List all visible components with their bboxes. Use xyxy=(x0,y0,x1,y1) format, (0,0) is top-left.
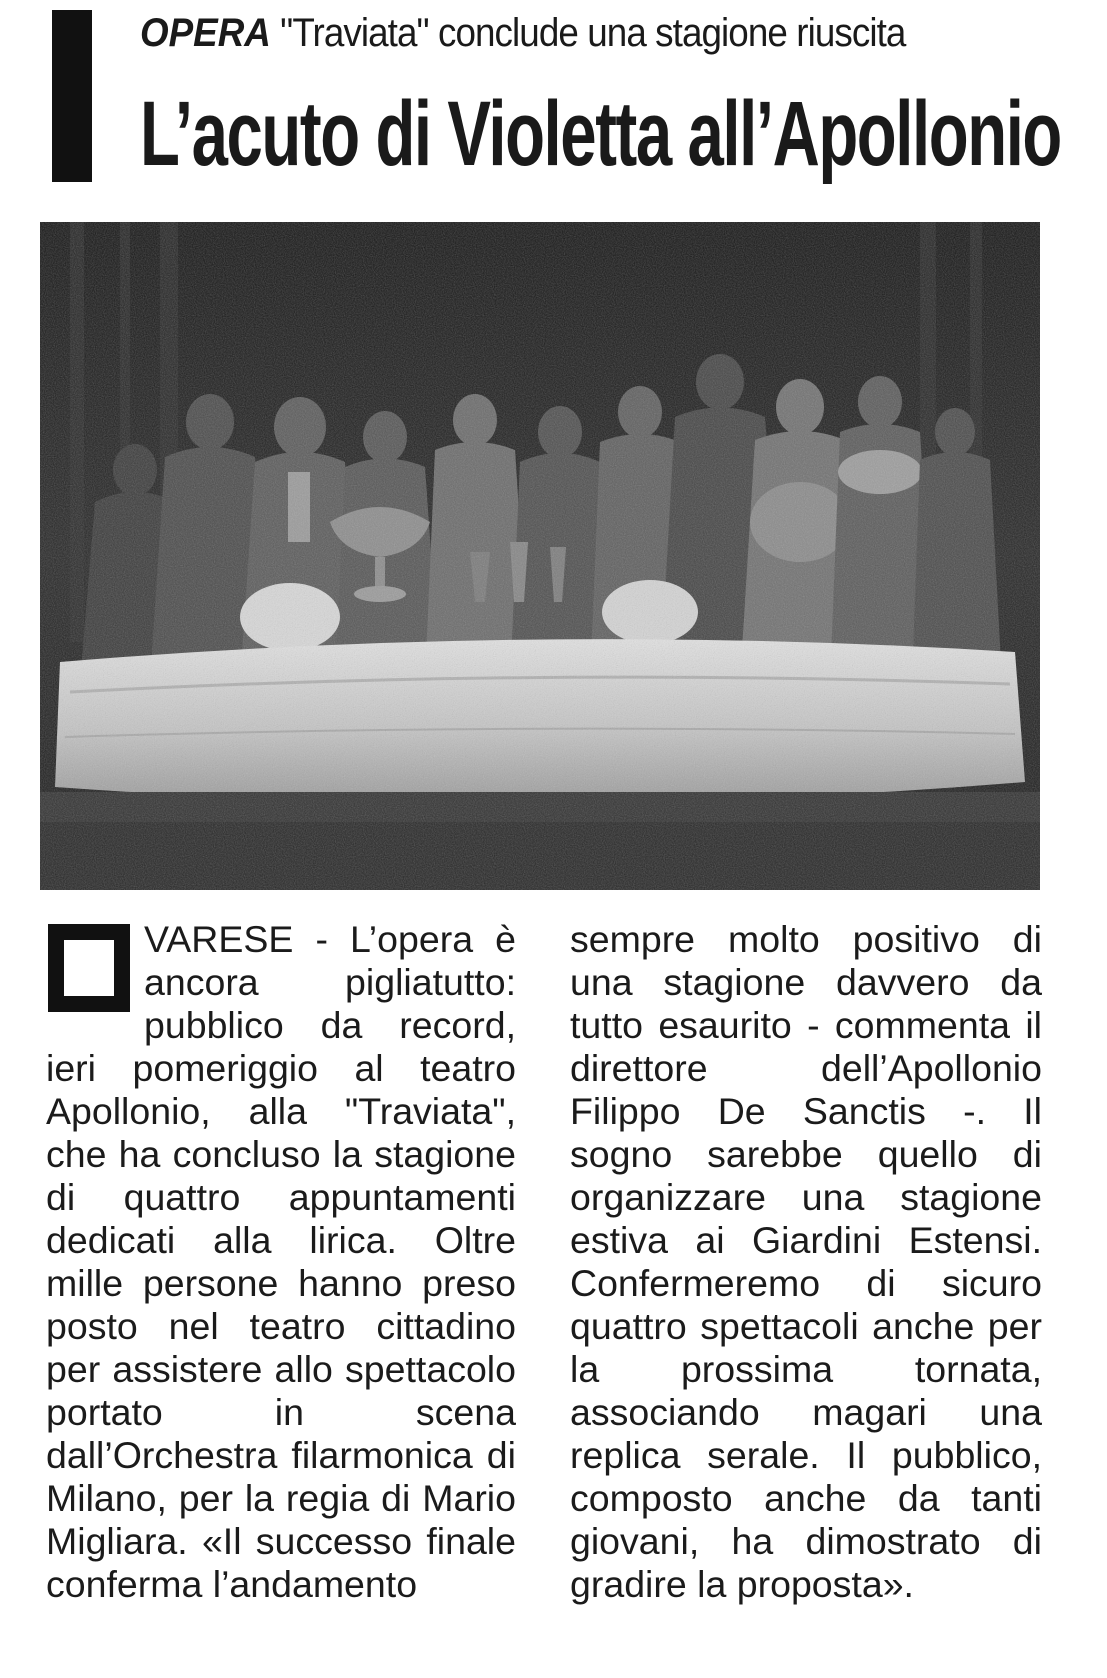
article-text-right: sempre molto positivo di una stagione davvero da tutto esaurito - commenta il direttore dell’Apollonio Filippo De Sanctis -. Il sogno sarebbe quello di organizzare una stagione estiva ai Giardini Estensi. Confermeremo di sicuro quattro spettacoli anche per la prossima tornata, associando magari una replica serale. Il pubblico, composto anche da tanti giovani, ha dimostrato di gradire la proposta». xyxy=(570,918,1042,1605)
article-text-left: VARESE - L’opera è ancora pigliatutto: pubblico da record, ieri pomeriggio al teatro Apollonio, alla "Traviata", che ha concluso la stagione di quattro appuntamenti dedicati alla lirica. Oltre mille persone hanno preso posto nel teatro cittadino per assistere allo spettacolo portato in scena dall’Orchestra filarmonica di Milano, per la regia di Mario Migliara. «Il successo finale conferma l’andamento xyxy=(46,918,516,1605)
section-label: OPERA xyxy=(140,11,271,55)
kicker-text: "Traviata" conclude una stagione riuscita xyxy=(280,11,906,55)
stage-photo xyxy=(40,222,1040,890)
stage-photo-graphic xyxy=(40,222,1040,890)
kicker-line xyxy=(140,8,986,58)
section-marker-bar xyxy=(52,10,92,182)
headline: L’acuto di Violetta all’Apollonio xyxy=(140,83,1061,185)
drop-cap-box xyxy=(48,924,130,1012)
article-column-right xyxy=(570,918,1042,1606)
article-column-left xyxy=(46,918,516,1606)
